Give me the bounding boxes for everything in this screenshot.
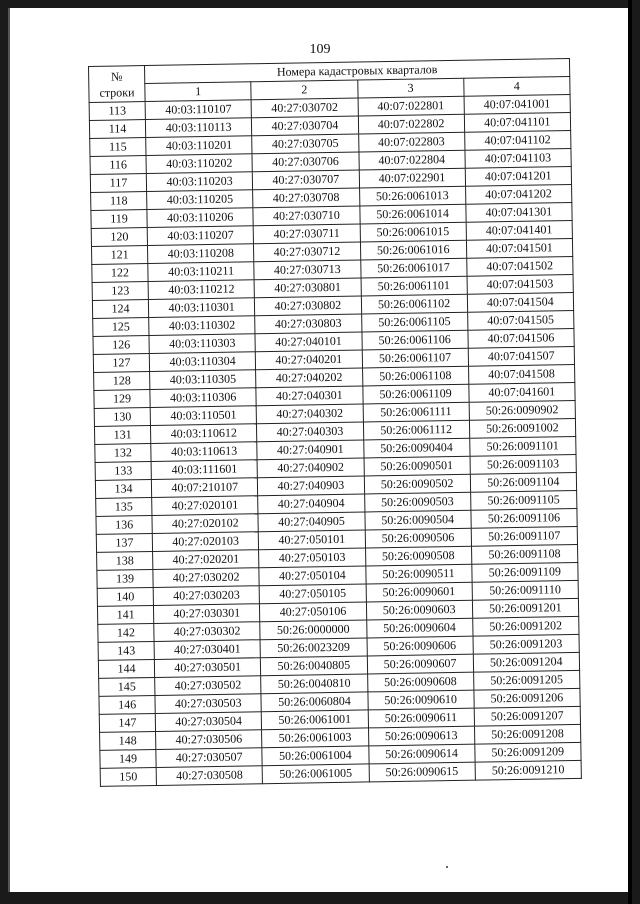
cadastral-number-cell: 40:07:041507 — [468, 346, 575, 366]
cadastral-number-cell: 40:03:110205 — [147, 190, 253, 210]
row-number-cell: 150 — [100, 767, 156, 786]
cadastral-number-cell: 40:07:041301 — [466, 202, 573, 222]
cadastral-number-cell: 50:26:0040805 — [261, 656, 367, 676]
cadastral-number-cell: 40:07:022901 — [359, 168, 465, 188]
row-number-cell: 138 — [97, 551, 153, 570]
cadastral-number-cell: 40:07:041103 — [465, 149, 572, 169]
cadastral-number-cell: 50:26:0061003 — [262, 728, 368, 748]
cadastral-number-cell: 40:27:040201 — [256, 350, 362, 370]
cadastral-number-cell: 50:26:0090613 — [368, 726, 474, 746]
cadastral-number-cell: 40:27:050106 — [260, 602, 366, 622]
row-number-cell: 133 — [95, 462, 151, 481]
row-number-cell: 144 — [98, 659, 154, 678]
cadastral-number-cell: 40:03:110211 — [148, 262, 254, 282]
cadastral-number-cell: 50:26:0090501 — [364, 456, 470, 476]
cadastral-number-cell: 50:26:0090604 — [366, 618, 472, 638]
cadastral-number-cell: 50:26:0091204 — [473, 652, 580, 672]
cadastral-number-cell: 50:26:0061101 — [361, 276, 467, 296]
cadastral-number-cell: 40:03:110203 — [146, 172, 252, 192]
cadastral-number-cell: 40:27:030710 — [253, 206, 359, 226]
column-header: 2 — [251, 80, 357, 100]
row-number-cell: 119 — [91, 210, 147, 229]
row-number-cell: 135 — [96, 498, 152, 517]
cadastral-number-cell: 40:27:030712 — [254, 242, 360, 262]
cadastral-number-cell: 40:27:020102 — [152, 514, 258, 534]
cadastral-number-cell: 50:26:0040810 — [261, 674, 367, 694]
cadastral-number-cell: 40:27:030707 — [253, 170, 359, 190]
cadastral-number-cell: 40:27:030401 — [154, 640, 260, 660]
row-number-cell: 129 — [94, 390, 150, 409]
cadastral-number-cell: 40:27:030503 — [155, 694, 261, 714]
row-number-cell: 114 — [89, 120, 145, 139]
cadastral-number-cell: 50:26:0090615 — [369, 762, 475, 782]
cadastral-number-cell: 50:26:0091205 — [473, 670, 580, 690]
cadastral-number-cell: 50:26:0090502 — [364, 474, 470, 494]
row-number-cell: 145 — [99, 677, 155, 696]
scan-speck — [446, 866, 448, 868]
cadastral-number-cell: 40:07:041601 — [469, 382, 576, 402]
cadastral-number-cell: 50:26:0091101 — [469, 436, 576, 456]
row-number-cell: 141 — [97, 605, 153, 624]
row-number-cell: 121 — [91, 246, 147, 265]
cadastral-number-cell: 40:07:210107 — [151, 478, 257, 498]
table-body — [89, 95, 581, 787]
cadastral-number-cell: 50:26:0061112 — [363, 420, 469, 440]
cadastral-number-cell: 50:26:0023209 — [260, 638, 366, 658]
cadastral-number-cell: 40:27:030202 — [153, 568, 259, 588]
cadastral-number-cell: 40:03:110113 — [146, 118, 252, 138]
row-number-cell: 147 — [99, 713, 155, 732]
cadastral-number-cell: 50:26:0090607 — [367, 654, 473, 674]
row-number-cell: 142 — [98, 623, 154, 642]
cadastral-table — [88, 58, 582, 787]
row-number-cell: 131 — [94, 426, 150, 445]
cadastral-number-cell: 40:07:041506 — [468, 328, 575, 348]
cadastral-number-cell: 50:26:0060804 — [261, 692, 367, 712]
cadastral-number-cell: 50:26:0090606 — [367, 636, 473, 656]
row-number-cell: 122 — [92, 264, 148, 283]
column-header: 3 — [357, 78, 463, 98]
cadastral-number-cell: 40:27:030801 — [254, 278, 360, 298]
cadastral-number-cell: 40:03:110206 — [147, 208, 253, 228]
cadastral-number-cell: 40:07:041502 — [466, 256, 573, 276]
cadastral-number-cell: 50:26:0090610 — [367, 690, 473, 710]
cadastral-number-cell: 40:27:030507 — [156, 748, 262, 768]
cadastral-number-cell: 40:27:030502 — [155, 676, 261, 696]
cadastral-number-cell: 50:26:0091106 — [471, 508, 578, 528]
cadastral-number-cell: 40:27:030708 — [253, 188, 359, 208]
column-header: 4 — [463, 77, 570, 97]
cadastral-number-cell: 40:27:030301 — [154, 604, 260, 624]
cadastral-number-cell: 40:27:040101 — [255, 332, 361, 352]
row-number-cell: 113 — [89, 102, 145, 121]
cadastral-number-cell: 40:27:040903 — [258, 476, 364, 496]
cadastral-number-cell: 40:07:041508 — [468, 364, 575, 384]
cadastral-number-cell: 50:26:0061106 — [361, 330, 467, 350]
column-header: 1 — [145, 82, 251, 102]
cadastral-number-cell: 40:27:030803 — [255, 314, 361, 334]
row-number-cell: 149 — [100, 749, 156, 768]
cadastral-number-cell: 40:03:110612 — [151, 424, 257, 444]
row-number-cell: 128 — [94, 372, 150, 391]
cadastral-number-cell: 40:03:110613 — [151, 442, 257, 462]
cadastral-number-cell: 50:26:0091203 — [473, 634, 580, 654]
cadastral-number-cell: 40:27:040303 — [257, 422, 363, 442]
cadastral-number-cell: 40:03:110304 — [149, 352, 255, 372]
cadastral-number-cell: 40:03:110202 — [146, 154, 252, 174]
cadastral-number-cell: 40:27:040905 — [258, 512, 364, 532]
row-number-cell: 125 — [93, 318, 149, 337]
cadastral-number-cell: 40:07:022803 — [358, 132, 464, 152]
cadastral-number-cell: 50:26:0061111 — [363, 402, 469, 422]
cadastral-number-cell: 40:27:030705 — [252, 134, 358, 154]
row-number-header-line2: строки — [99, 84, 135, 100]
cadastral-number-cell: 50:26:0091109 — [472, 562, 579, 582]
cadastral-number-cell: 50:26:0090611 — [368, 708, 474, 728]
cadastral-number-cell: 40:27:030706 — [252, 152, 358, 172]
cadastral-number-cell: 40:07:041101 — [464, 113, 571, 133]
cadastral-number-cell: 40:03:110107 — [145, 100, 251, 120]
cadastral-number-cell: 40:27:040904 — [258, 494, 364, 514]
cadastral-number-cell: 40:27:050104 — [259, 566, 365, 586]
cadastral-number-cell: 40:27:030508 — [156, 766, 262, 786]
cadastral-number-cell: 50:26:0061013 — [359, 186, 465, 206]
cadastral-number-cell: 40:27:030711 — [253, 224, 359, 244]
row-number-cell: 117 — [90, 174, 146, 193]
cadastral-number-cell: 50:26:0061105 — [361, 312, 467, 332]
row-number-cell: 137 — [96, 533, 152, 552]
cadastral-number-cell: 50:26:0061014 — [359, 204, 465, 224]
cadastral-number-cell: 40:27:030802 — [255, 296, 361, 316]
cadastral-number-cell: 40:07:022804 — [358, 150, 464, 170]
cadastral-number-cell: 50:26:0090504 — [364, 510, 470, 530]
cadastral-number-cell: 40:27:030501 — [154, 658, 260, 678]
row-number-cell: 139 — [97, 569, 153, 588]
scan-edge — [628, 0, 632, 904]
cadastral-number-cell: 50:26:0090508 — [365, 546, 471, 566]
cadastral-number-cell: 40:27:040301 — [256, 386, 362, 406]
cadastral-number-cell: 40:27:050103 — [259, 548, 365, 568]
cadastral-number-cell: 40:27:030506 — [156, 730, 262, 750]
cadastral-number-cell: 50:26:0091103 — [470, 454, 577, 474]
cadastral-number-cell: 40:03:110305 — [150, 370, 256, 390]
cadastral-number-cell: 40:27:030713 — [254, 260, 360, 280]
cadastral-number-cell: 40:27:030504 — [155, 712, 261, 732]
cadastral-number-cell: 50:26:0091208 — [474, 724, 581, 744]
row-number-cell: 115 — [90, 138, 146, 157]
cadastral-number-cell: 50:26:0091104 — [470, 472, 577, 492]
row-number-header — [89, 66, 146, 103]
cadastral-number-cell: 40:03:111601 — [151, 460, 257, 480]
cadastral-number-cell: 40:07:041505 — [467, 310, 574, 330]
row-number-cell: 143 — [98, 641, 154, 660]
cadastral-number-cell: 50:26:0061108 — [362, 366, 468, 386]
cadastral-number-cell: 50:26:0090503 — [364, 492, 470, 512]
row-number-cell: 127 — [93, 354, 149, 373]
document-page — [8, 8, 630, 892]
cadastral-number-cell: 40:27:040902 — [257, 458, 363, 478]
row-number-header-line1: № — [110, 68, 123, 84]
cadastral-number-cell: 40:27:020201 — [153, 550, 259, 570]
row-number-cell: 146 — [99, 695, 155, 714]
cadastral-number-cell: 50:26:0090603 — [366, 600, 472, 620]
cadastral-number-cell: 50:26:0091108 — [471, 544, 578, 564]
row-number-cell: 136 — [96, 515, 152, 534]
page-number: 109 — [309, 42, 331, 57]
cadastral-number-cell: 50:26:0091209 — [475, 742, 582, 762]
cadastral-number-cell: 50:26:0091107 — [471, 526, 578, 546]
row-number-cell: 116 — [90, 156, 146, 175]
cadastral-number-cell: 40:07:041102 — [464, 131, 571, 151]
cadastral-number-cell: 50:26:0061015 — [360, 222, 466, 242]
cadastral-number-cell: 40:27:030702 — [251, 98, 357, 118]
cadastral-number-cell: 40:27:020101 — [152, 496, 258, 516]
cadastral-number-cell: 40:27:030704 — [252, 116, 358, 136]
cadastral-number-cell: 50:26:0090601 — [366, 582, 472, 602]
cadastral-number-cell: 40:03:110208 — [148, 244, 254, 264]
cadastral-number-cell: 40:27:050105 — [259, 584, 365, 604]
cadastral-number-cell: 40:03:110306 — [150, 388, 256, 408]
cadastral-number-cell: 50:26:0090614 — [368, 744, 474, 764]
cadastral-number-cell: 50:26:0091002 — [469, 418, 576, 438]
row-number-cell: 126 — [93, 336, 149, 355]
cadastral-number-cell: 50:26:0061004 — [262, 746, 368, 766]
cadastral-number-cell: 50:26:0090506 — [365, 528, 471, 548]
row-number-cell: 118 — [91, 192, 147, 211]
row-number-cell: 124 — [92, 300, 148, 319]
cadastral-number-cell: 50:26:0061017 — [360, 258, 466, 278]
cadastral-number-cell: 50:26:0091207 — [474, 706, 581, 726]
row-number-cell: 130 — [94, 408, 150, 427]
cadastral-number-cell: 40:07:022802 — [358, 114, 464, 134]
cadastral-number-cell: 50:26:0061107 — [362, 348, 468, 368]
cadastral-number-cell: 40:03:110207 — [147, 226, 253, 246]
cadastral-number-cell: 50:26:0061005 — [262, 764, 368, 784]
cadastral-number-cell: 50:26:0000000 — [260, 620, 366, 640]
cadastral-number-cell: 40:07:041501 — [466, 238, 573, 258]
cadastral-number-cell: 40:27:030203 — [153, 586, 259, 606]
cadastral-number-cell: 50:26:0091105 — [470, 490, 577, 510]
cadastral-number-cell: 50:26:0091201 — [472, 598, 579, 618]
cadastral-number-cell: 40:27:040202 — [256, 368, 362, 388]
cadastral-number-cell: 50:26:0061102 — [361, 294, 467, 314]
row-number-cell: 120 — [91, 228, 147, 247]
cadastral-number-cell: 40:07:041201 — [465, 167, 572, 187]
cadastral-number-cell: 40:03:110301 — [148, 298, 254, 318]
cadastral-number-cell: 40:03:110212 — [148, 280, 254, 300]
cadastral-number-cell: 50:26:0090608 — [367, 672, 473, 692]
cadastral-number-cell: 40:27:020103 — [152, 532, 258, 552]
row-number-cell: 140 — [97, 587, 153, 606]
cadastral-number-cell: 40:07:041001 — [464, 95, 571, 115]
cadastral-number-cell: 50:26:0090902 — [469, 400, 576, 420]
cadastral-number-cell: 40:27:040901 — [257, 440, 363, 460]
cadastral-number-cell: 40:03:110201 — [146, 136, 252, 156]
cadastral-number-cell: 50:26:0090511 — [365, 564, 471, 584]
cadastral-number-cell: 40:03:110302 — [149, 316, 255, 336]
cadastral-number-cell: 40:03:110501 — [150, 406, 256, 426]
cadastral-number-cell: 40:07:041504 — [467, 292, 574, 312]
cadastral-number-cell: 40:27:040302 — [256, 404, 362, 424]
cadastral-number-cell: 40:27:050101 — [259, 530, 365, 550]
cadastral-number-cell: 40:07:041503 — [467, 274, 574, 294]
cadastral-number-cell: 40:07:041401 — [466, 220, 573, 240]
row-number-cell: 134 — [95, 480, 151, 499]
row-number-cell: 132 — [95, 444, 151, 463]
cadastral-number-cell: 50:26:0091210 — [475, 760, 582, 780]
cadastral-number-cell: 40:27:030302 — [154, 622, 260, 642]
cadastral-number-cell: 50:26:0090404 — [363, 438, 469, 458]
group-header: Номера кадастровых кварталов — [145, 59, 570, 84]
row-number-cell: 123 — [92, 282, 148, 301]
row-number-cell: 148 — [100, 731, 156, 750]
cadastral-number-cell: 50:26:0061001 — [262, 710, 368, 730]
cadastral-number-cell: 50:26:0091206 — [474, 688, 581, 708]
cadastral-number-cell: 50:26:0061109 — [362, 384, 468, 404]
cadastral-number-cell: 40:07:041202 — [465, 184, 572, 204]
cadastral-number-cell: 40:07:022801 — [358, 96, 464, 116]
cadastral-number-cell: 50:26:0091202 — [472, 616, 579, 636]
cadastral-number-cell: 50:26:0091110 — [472, 580, 579, 600]
cadastral-number-cell: 50:26:0061016 — [360, 240, 466, 260]
cadastral-number-cell: 40:03:110303 — [149, 334, 255, 354]
